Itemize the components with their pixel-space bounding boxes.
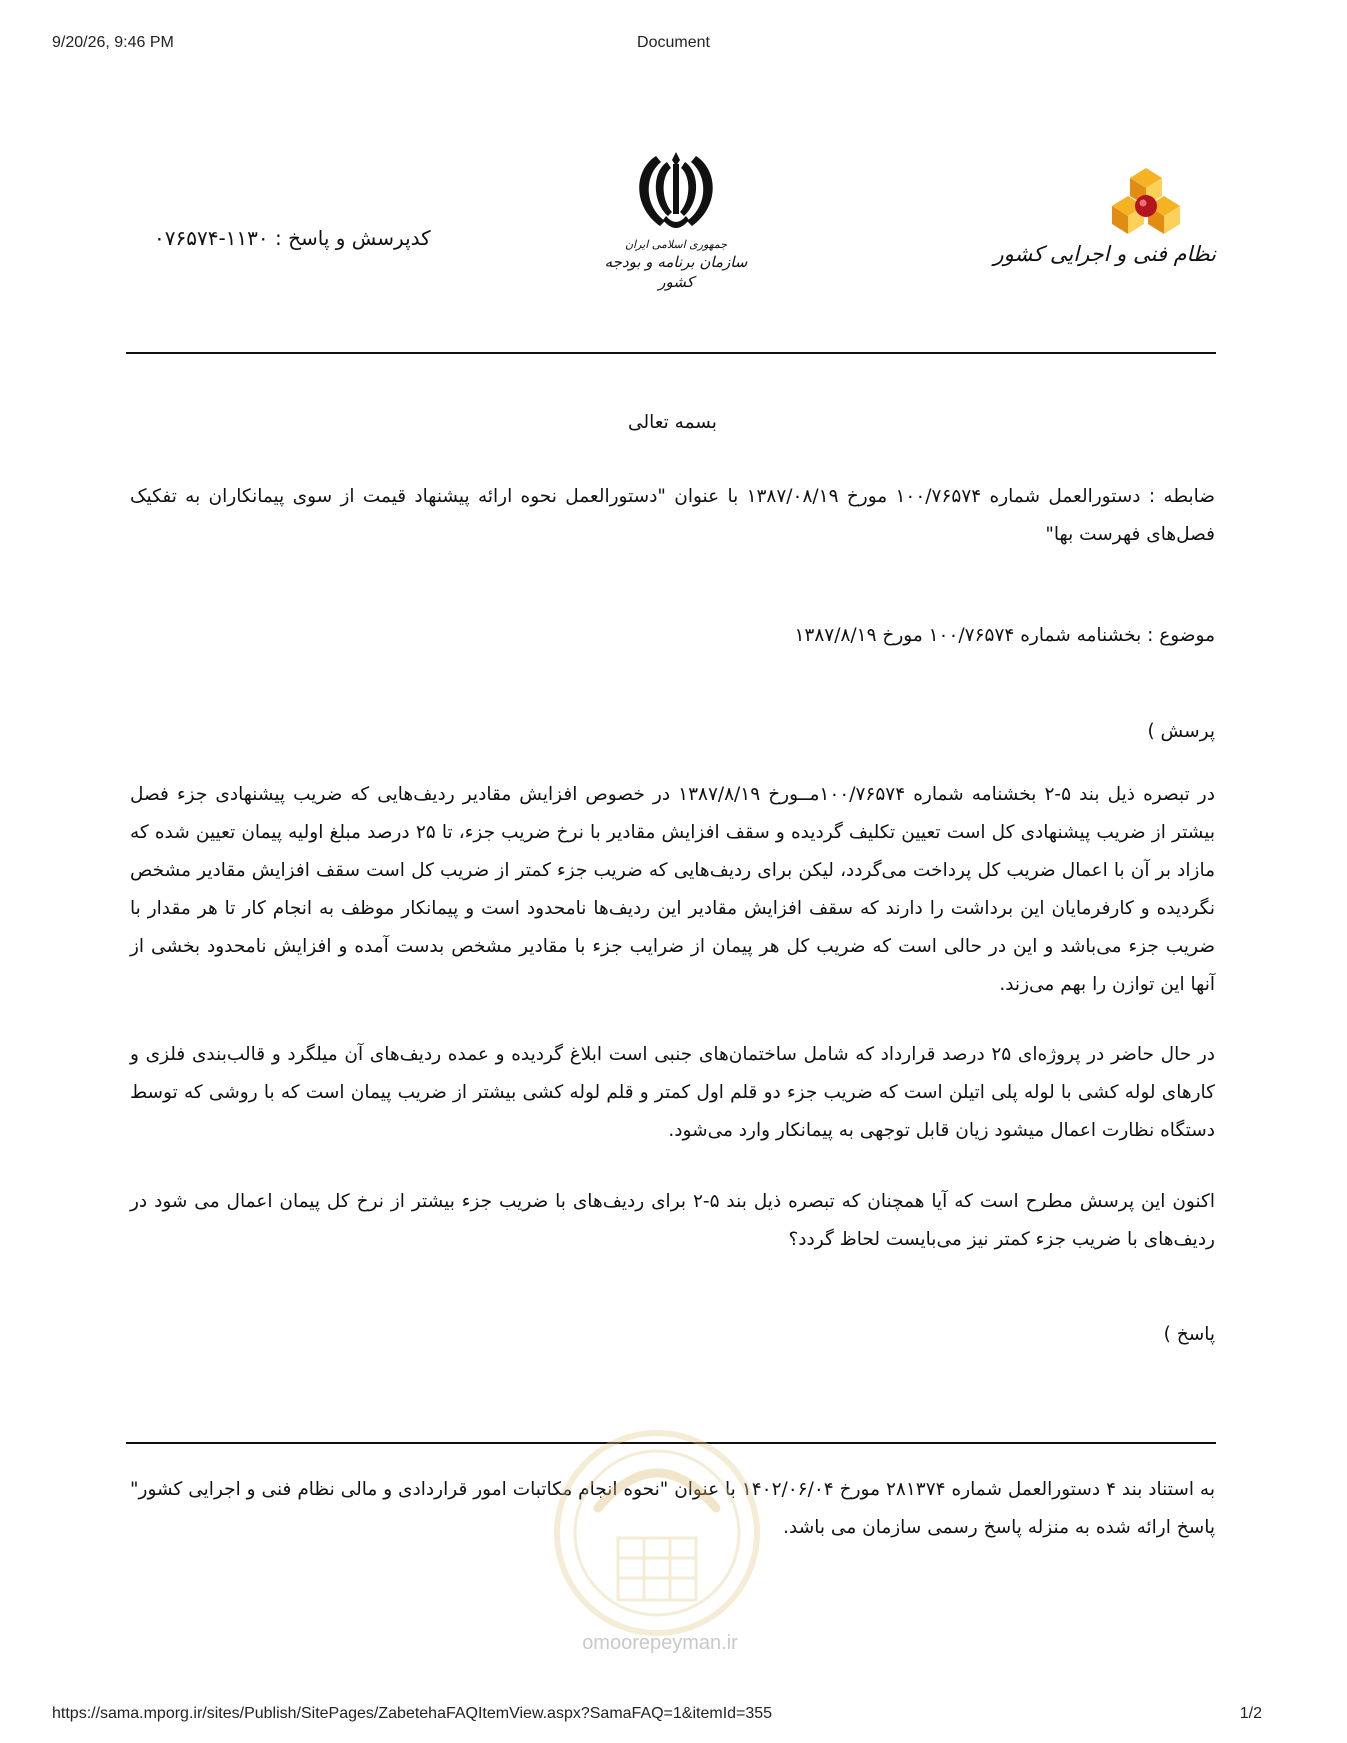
page-number: 1/2 (1239, 1705, 1262, 1722)
letterhead (126, 150, 1216, 330)
logo-text: نظام فنی و اجرایی کشور (993, 242, 1216, 266)
question-paragraph-1-block (130, 776, 1215, 1004)
print-header (52, 34, 1295, 56)
iran-emblem (596, 150, 756, 320)
footnote-divider (126, 1442, 1216, 1444)
question-paragraph-2-block (130, 1036, 1215, 1150)
footnote: به استناد بند ۴ دستورالعمل شماره ۲۸۱۳۷۴ مورخ ۱۴۰۲/۰۶/۰۴ با عنوان "نحوه انجام مکاتبات امور قراردادی و مالی نظام فنی و اجرایی کشور" پاسخ ارائه شده به منزله پاسخ رسمی سازمان می باشد. (130, 1479, 1215, 1538)
print-title: Document (637, 34, 710, 51)
technical-system-logo (993, 166, 1216, 296)
emblem-line-1: جمهوری اسلامی ایران (624, 238, 728, 251)
question-heading: پرسش ) (1147, 721, 1215, 742)
print-datetime: 9/20/26, 9:46 PM (52, 34, 174, 51)
iran-emblem-icon (630, 150, 722, 232)
header-divider (126, 352, 1216, 354)
question-heading-block (130, 713, 1215, 751)
question-paragraph: اکنون این پرسش مطرح است که آیا همچنان که تبصره ذیل بند ۵-۲ برای ردیف‌های با ضریب جزء بیشتر از نرخ کل پیمان اعمال می شود در ردیف‌های با ضریب جزء کمتر نیز می‌بایست لحاظ گردد؟ (130, 1191, 1216, 1250)
salutation: بسمه تعالی (628, 412, 717, 433)
watermark-text: omoorepeyman.ir (582, 1632, 738, 1654)
reference-value: ۰۷۶۵۷۴-۱۱۳۰ (154, 226, 269, 250)
subject-block (130, 617, 1215, 655)
answer-heading-block (130, 1316, 1215, 1354)
reference-code (154, 226, 574, 250)
question-paragraph-3-block (130, 1183, 1215, 1259)
answer-heading: پاسخ ) (1163, 1324, 1215, 1345)
cube-logo-icon (1100, 166, 1192, 238)
footnote-block (130, 1471, 1215, 1547)
question-paragraph: در تبصره ذیل بند ۵-۲ بخشنامه شماره ۱۰۰/۷۶۵۷۴مــورخ ۱۳۸۷/۸/۱۹ در خصوص افزایش مقادیر ردیف‌هایی که ضریب پیشنهادی جزء فصل بیشتر از ضریب پیشنهادی کل است تعیین تکلیف گردیده و سقف افزایش مقادیر با نرخ ضریب جزء، تا ۲۵ درصد مبلغ اولیه پیمان تعیین شده که مازاد بر آن با اعمال ضریب کل پرداخت می‌گردد، لیکن برای ردیف‌هایی که ضریب جزء کمتر از ضریب کل است سقف افزایش مقادیر مشخص نگردیده و کارفرمایان این برداشت را دارند که سقف افزایش مقادیر این ردیف‌ها نامحدود است و پیمانکار موظف به انجام کار تا هر مقدار با ضریب جزء می‌باشد و این در حالی است که ضریب کل هر پیمان از ضرایب جزء با مقادیر مشخص بدست آمده و افزایش نامحدود بخشی از آنها این توازن را بهم می‌زند. (130, 784, 1216, 995)
page-url: https://sama.mporg.ir/sites/Publish/SitePages/ZabetehaFAQItemView.aspx?SamaFAQ=1&itemId=355 (52, 1705, 773, 1722)
subject-line: موضوع : بخشنامه شماره ۱۰۰/۷۶۵۷۴ مورخ ۱۳۸۷/۸/۱۹ (794, 625, 1215, 646)
question-paragraph: در حال حاضر در پروژه‌ای ۲۵ درصد قرارداد که شامل ساختمان‌های جنبی است ابلاغ گردیده و عمده ردیف‌های آن میلگرد و قالب‌بندی فلزی و کارهای لوله کشی با لوله پلی اتیلن است که ضریب جزء دو قلم اول کمتر و قلم لوله کشی بیشتر از ضریب پیمان است که با روشی که توسط دستگاه نظارت اعمال میشود زیان قابل توجهی به پیمانکار وارد می‌شود. (130, 1044, 1215, 1141)
document-body (130, 404, 1215, 442)
rule-reference-block (130, 478, 1215, 554)
rule-reference: ضابطه : دستورالعمل شماره ۱۰۰/۷۶۵۷۴ مورخ ۱۳۸۷/۰۸/۱۹ با عنوان "دستورالعمل نحوه ارائه پیشنهاد قیمت از سوی پیمانکاران به تفکیک فصل‌های فهرست بها" (130, 486, 1215, 545)
print-footer (52, 1705, 1295, 1727)
emblem-line-2: سازمان برنامه و بودجه کشور (604, 253, 748, 291)
reference-label: کدپرسش و پاسخ : (275, 226, 431, 250)
